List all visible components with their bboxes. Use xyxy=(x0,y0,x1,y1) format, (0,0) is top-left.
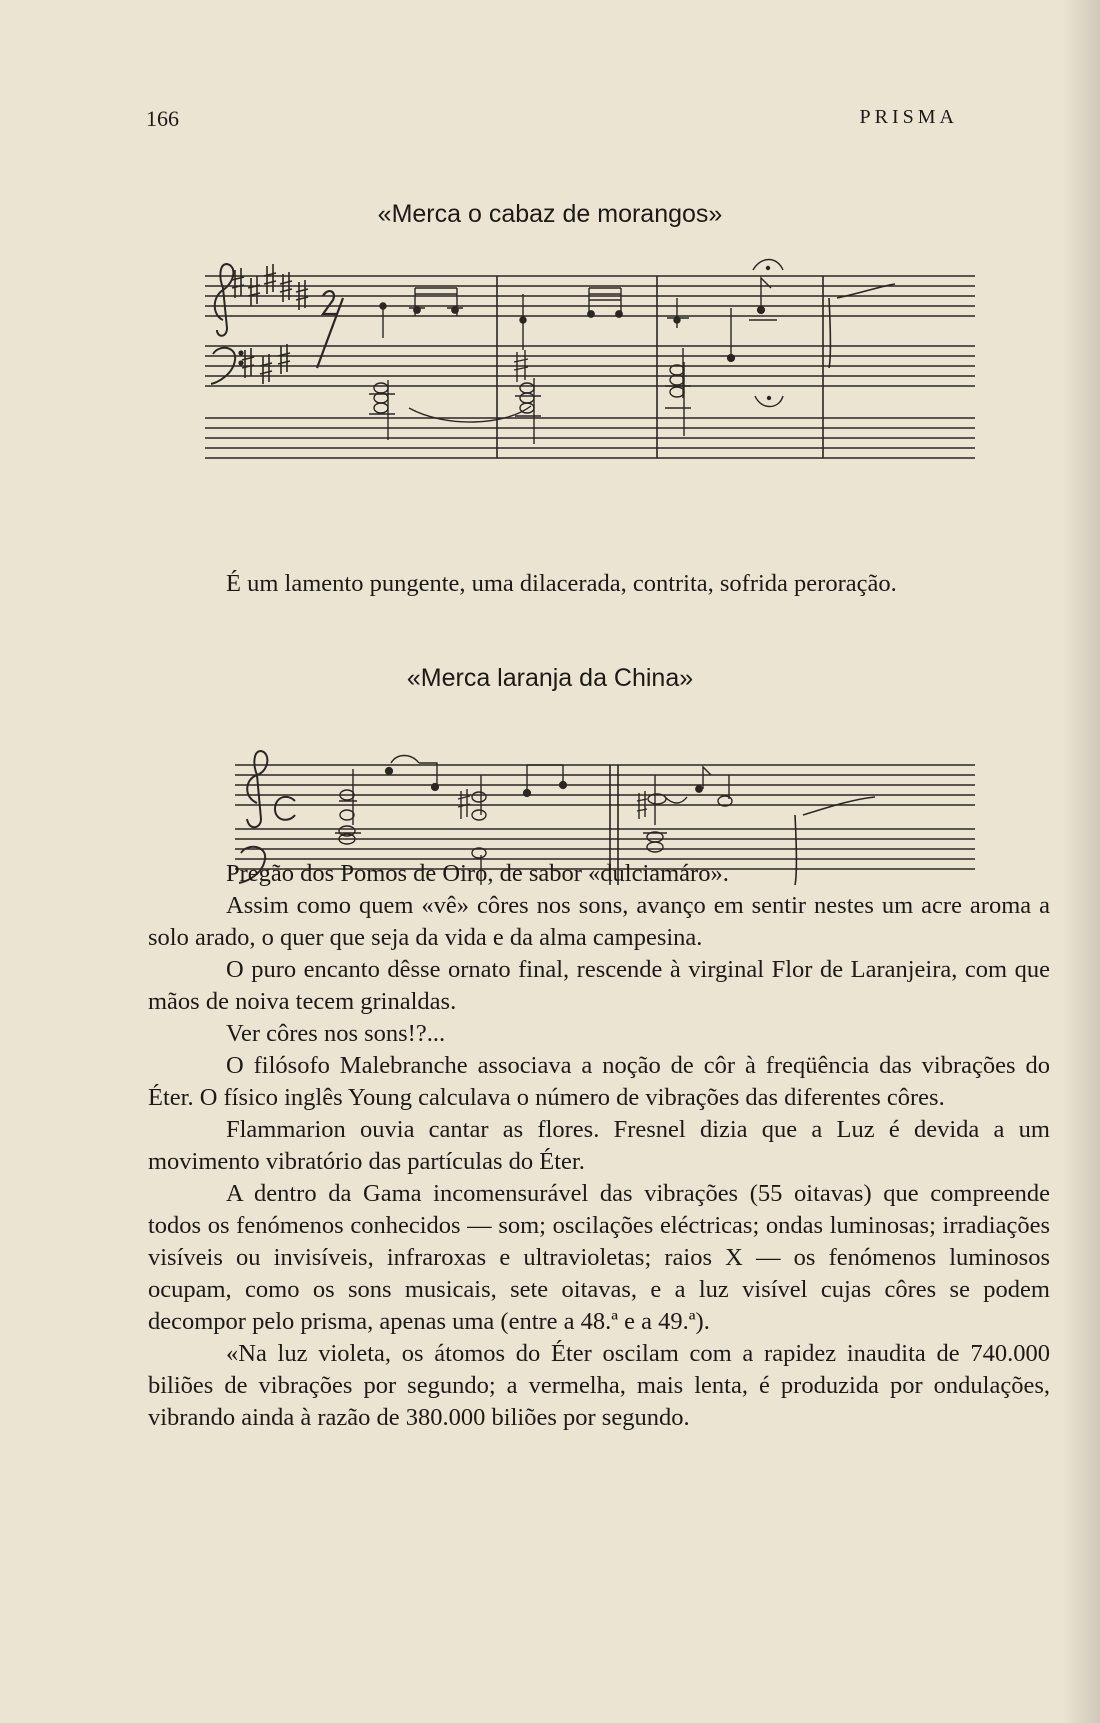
music-score-1 xyxy=(205,258,980,508)
staff-lines xyxy=(205,276,975,458)
barlines xyxy=(497,276,895,458)
paragraph-luz-violeta: «Na luz violeta, os átomos do Éter oscilam com a rapidez inaudita de 740.000 biliões de vibrações por segundo; a vermelha, mais lenta, é produzida por ondulações, vibrando ainda à razão de 380.000 biliões por segundo. xyxy=(148,1340,1050,1431)
paragraph-cores-sons: Assim como quem «vê» côres nos sons, avanço em sentir nestes um acre aroma a solo arado, o quer que seja da vida e da alma campesina. xyxy=(148,892,1050,951)
paragraph-pomos: Pregão dos Pomos de Oiro, de sabor «dulciamáro». xyxy=(226,860,729,887)
paragraph-flammarion: Flammarion ouvia cantar as flores. Fresnel dizia que a Luz é devida a um movimento vibratório das partículas do Éter. xyxy=(148,1116,1050,1175)
page-header xyxy=(146,106,958,136)
page-number: 166 xyxy=(146,106,179,131)
music-example-2-caption: «Merca laranja da China» xyxy=(406,664,694,692)
paragraph-malebranche: O filósofo Malebranche associava a noção de côr à freqüência das vibrações do Éter. O físico inglês Young calculava o número de vibrações das diferentes côres. xyxy=(148,1052,1050,1111)
body-text xyxy=(148,858,1050,1434)
page-edge-shadow xyxy=(1062,0,1100,1723)
common-time-icon xyxy=(275,797,295,820)
paragraph-ver-cores: Ver côres nos sons!?... xyxy=(226,1020,446,1047)
notes xyxy=(369,260,783,445)
staff-lines xyxy=(235,765,975,869)
treble-clef-icon xyxy=(247,751,267,827)
running-title: PRISMA xyxy=(859,106,958,128)
paragraph-ornato: O puro encanto dêsse ornato final, rescende à virginal Flor de Laranjeira, com que mãos de noiva tecem grinaldas. xyxy=(148,956,1050,1015)
paragraph-gama: A dentro da Gama incomensurável das vibrações (55 oitavas) que compreende todos os fenómenos conhecidos — som; oscilações eléctricas; ondas luminosas; irradiações visíveis ou invisíveis, infraroxas e ultravioletas; raios X — os fenómenos luminosos ocupam, como os sons musicais, sete oitavas, e a luz visível cujas côres se podem decompor pelo prisma, apenas uma (entre a 48.ª e a 49.ª). xyxy=(148,1180,1050,1335)
lament-sentence: É um lamento pungente, uma dilacerada, contrita, sofrida peroração. xyxy=(226,570,897,597)
treble-clef-icon xyxy=(215,264,234,336)
music-example-1-caption: «Merca o cabaz de morangos» xyxy=(377,200,723,228)
